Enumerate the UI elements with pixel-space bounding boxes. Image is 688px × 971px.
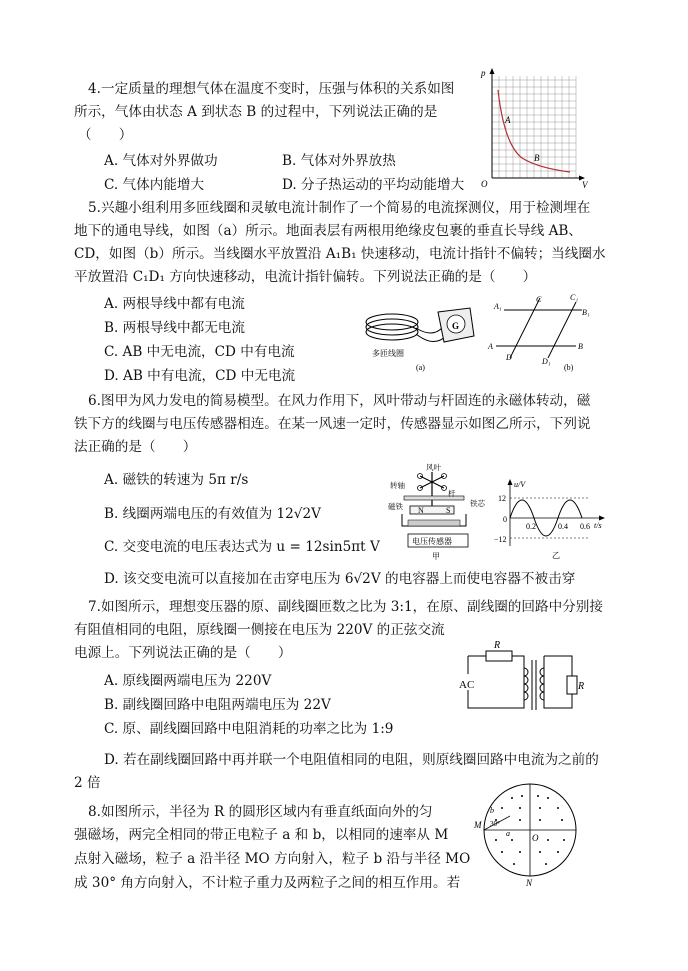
q4-stem-line2: 所示，气体由状态 A 到状态 B 的过程中，下列说法正确的是 (74, 104, 438, 120)
q6-option-a: A. 磁铁的转速为 5π r/s (104, 472, 249, 488)
q5-figure-a-coil-meter (362, 298, 482, 374)
q6-yi-ylabel: u/V (514, 480, 526, 489)
q8-label-a: a (506, 829, 510, 838)
q6-label-tiexin: 铁芯 (470, 499, 485, 508)
q7-ac-label: AC (459, 679, 475, 691)
q8-stem-line2: 强磁场，两完全相同的带正电粒子 a 和 b，以相同的速率从 M (74, 827, 449, 843)
q5-option-c: C. AB 中无电流，CD 中有电流 (104, 344, 295, 360)
q6-yi-ytick-neg: −12 (494, 535, 507, 544)
q6-figure-jia-wind-model (388, 462, 490, 562)
q6-yi-xlabel: t/s (594, 521, 602, 530)
q7-option-c: C. 原、副线圈回路中电阻消耗的功率之比为 1:9 (104, 721, 394, 737)
q7-transformer-circuit (456, 638, 586, 728)
q5-label-d: D (506, 353, 512, 362)
q7-stem-line1: 7.如图所示，理想变压器的原、副线圈匝数之比为 3:1，在原、副线圈的回路中分别接 (88, 599, 603, 615)
q5-label-c1: C₁ (570, 293, 579, 302)
q6-label-gan: 杆 (448, 489, 456, 498)
q5-stem-line1: 5.兴趣小组利用多匝线圈和灵敏电流计制作了一个简易的电流探测仪，用于检测埋在 (88, 200, 591, 216)
q6-yi-ytick-pos: 12 (498, 494, 506, 503)
q8-label-angle: 30° (490, 820, 500, 828)
q6-label-zhuanzhou: 转轴 (390, 481, 405, 490)
q7-r-right-label: R (578, 681, 585, 692)
q4-option-c: C. 气体内能增大 (104, 177, 205, 193)
q5-option-d: D. AB 中有电流，CD 中无电流 (104, 368, 296, 384)
q5-stem-line2: 地下的通电导线，如图（a）所示。地面表层有两根用绝缘皮包裹的垂直长导线 AB、 (74, 223, 583, 239)
q7-option-a: A. 原线圈两端电压为 220V (104, 673, 272, 689)
q7-option-d-line1: D. 若在副线圈回路中再并联一个电阻值相同的电阻，则原线圈回路中电流为之前的 (104, 752, 599, 768)
q6-option-d: D. 该交变电流可以直接加在击穿电压为 6√2V 的电容器上而使电容器不被击穿 (104, 571, 576, 587)
q6-magnet-s: S (446, 506, 451, 515)
q6-label-citie: 磁铁 (388, 502, 403, 511)
q8-label-b: b (490, 806, 494, 815)
q5-figure-a-label: (a) (416, 363, 425, 372)
q5-galvanometer-label: G (452, 321, 460, 331)
q8-stem-line4: 成 30° 角方向射入，不计粒子重力及两粒子之间的相互作用。若 (74, 875, 461, 891)
q5-figure-a-caption: 多匝线圈 (372, 349, 404, 358)
q4-answer-blank: （ ） (78, 127, 133, 143)
q6-yi-origin: 0 (503, 515, 507, 524)
q8-magnetic-field-circle (470, 776, 590, 886)
q6-sensor-label: 电压传感器 (412, 537, 452, 546)
q4-option-d: D. 分子热运动的平均动能增大 (282, 177, 465, 193)
q5-figure-b-label: (b) (564, 363, 574, 372)
q5-label-a: A (488, 342, 493, 351)
q6-yi-xtick-3: 0.6 (580, 522, 590, 531)
q5-label-b1: B₁ (582, 308, 590, 317)
q4-stem-line1: 4.一定质量的理想气体在温度不变时，压强与体积的关系如图 (88, 81, 455, 97)
q6-option-b: B. 线圈两端电压的有效值为 12√2V (104, 506, 321, 522)
q8-label-o: O (532, 833, 539, 843)
q8-stem-line1: 8.如图所示，半径为 R 的圆形区域内有垂直纸面向外的匀 (88, 804, 433, 820)
q6-yi-xtick-2: 0.4 (558, 522, 568, 531)
q5-option-b: B. 两根导线中都无电流 (104, 320, 245, 336)
q6-stem-line1: 6.图甲为风力发电的简易模型。在风力作用下，风叶带动与杆固连的永磁体转动，磁 (88, 393, 591, 409)
q4-origin-label: O (481, 179, 488, 189)
q5-label-c: C (536, 295, 542, 304)
q4-point-b-label: B (534, 153, 540, 163)
q4-point-a-label: A (505, 115, 511, 125)
q5-stem-line3: CD，如图（b）所示。当线圈水平放置沿 A₁B₁ 快速移动，电流计指针不偏转；当线圈水 (74, 246, 606, 262)
q6-label-fengye: 风叶 (426, 463, 441, 472)
q7-option-d-line2: 2 倍 (74, 775, 101, 791)
q7-r-top-label: R (494, 640, 501, 651)
q4-option-a: A. 气体对外界做功 (104, 153, 218, 169)
q6-figure-yi-voltage-graph (494, 478, 612, 562)
q6-yi-xtick-1: 0.2 (526, 522, 536, 531)
q6-stem-line2: 铁下方的线圈与电压传感器相连。在某一风速一定时，传感器显示如图乙所示，下列说 (74, 416, 591, 432)
q8-stem-line3: 点射入磁场，粒子 a 沿半径 MO 方向射入，粒子 b 沿与半径 MO (74, 851, 471, 867)
q6-figure-yi-label: 乙 (552, 551, 560, 560)
q5-label-b: B (578, 342, 583, 351)
q4-pv-graph (478, 66, 588, 190)
q7-stem-line2: 有阻值相同的电阻，原线圈一侧接在电压为 220V 的正弦交流 (74, 622, 445, 638)
q5-figure-b-wires (486, 290, 592, 376)
q5-stem-line4: 平放置沿 C₁D₁ 方向快速移动，电流计指针偏转。下列说法正确的是（ ） (74, 269, 537, 285)
q4-axis-p-label: p (481, 68, 486, 78)
q4-axis-v-label: V (582, 180, 588, 190)
q6-figure-jia-label: 甲 (432, 552, 440, 561)
q6-magnet-n: N (418, 506, 424, 515)
q6-stem-line3: 法正确的是（ ） (74, 439, 197, 455)
q5-label-d1: D₁ (542, 357, 551, 366)
q5-option-a: A. 两根导线中都有电流 (104, 296, 245, 312)
q5-label-a1: A₁ (494, 302, 502, 311)
q8-label-n: N (526, 878, 533, 886)
q7-option-b: B. 副线圈回路中电阻两端电压为 22V (104, 697, 331, 713)
q7-stem-line3: 电源上。下列说法正确的是（ ） (74, 645, 292, 661)
q4-option-b: B. 气体对外界放热 (282, 153, 396, 169)
q8-label-m: M (474, 820, 482, 830)
q6-option-c: C. 交变电流的电压表达式为 u = 12sin5πt V (104, 539, 380, 555)
